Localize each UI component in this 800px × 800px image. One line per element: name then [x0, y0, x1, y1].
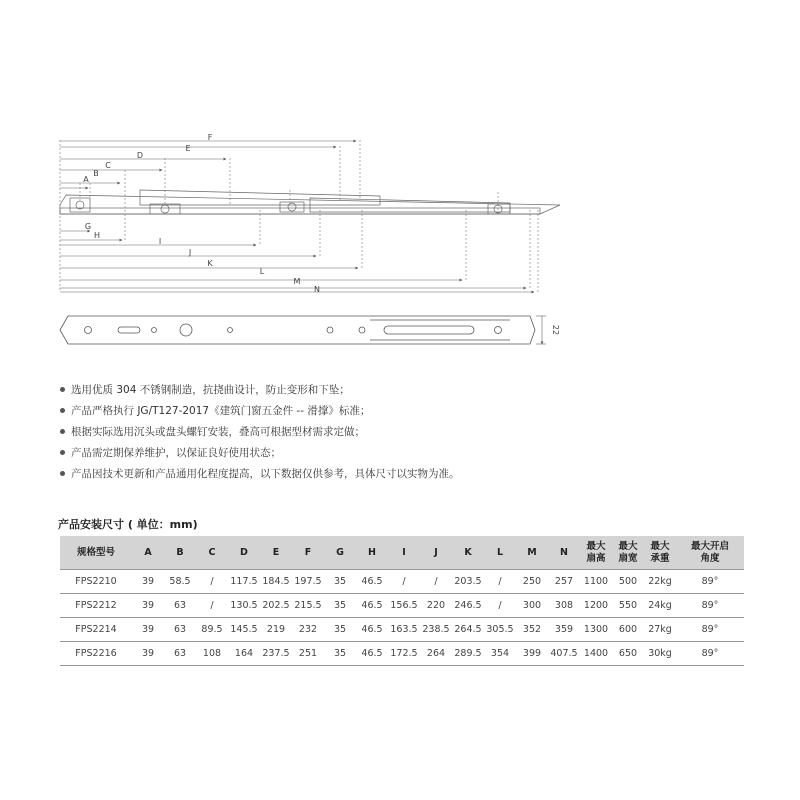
table-cell: 232 [292, 618, 324, 642]
table-header-cell: 规格型号 [60, 536, 132, 570]
table-row [60, 618, 744, 642]
table-cell: 650 [612, 642, 644, 666]
dim-label-k: K [207, 259, 213, 268]
dim-label-m: M [293, 277, 301, 286]
table-cell: 39 [132, 570, 164, 594]
table-cell: 39 [132, 618, 164, 642]
table-header-cell: J [420, 536, 452, 570]
table-cell: 89° [676, 594, 744, 618]
note-item [58, 443, 460, 464]
bullet-icon [60, 429, 65, 434]
table-cell: 130.5 [228, 594, 260, 618]
table-cell: / [196, 570, 228, 594]
table-header-cell: B [164, 536, 196, 570]
table-cell: 215.5 [292, 594, 324, 618]
table-header-cell: 最大扇高 [580, 536, 612, 570]
table-cell: FPS2212 [60, 594, 132, 618]
note-text: 产品因技术更新和产品通用化程度提高，以下数据仅供参考，具体尺寸以实物为准。 [71, 468, 460, 480]
table-cell: 63 [164, 594, 196, 618]
dim-label-b: B [93, 169, 99, 178]
table-cell: 163.5 [388, 618, 420, 642]
dim-label-d: D [136, 151, 144, 160]
table-header-cell: L [484, 536, 516, 570]
table-cell: 202.5 [260, 594, 292, 618]
note-text: 产品严格执行 JG/T127-2017《建筑门窗五金件 -- 滑撑》标准； [71, 405, 371, 417]
note-text: 产品需定期保养维护，以保证良好使用状态； [71, 447, 281, 459]
table-cell: 58.5 [164, 570, 196, 594]
table-cell: / [388, 570, 420, 594]
table-header-cell: H [356, 536, 388, 570]
feature-notes [58, 380, 460, 485]
bullet-icon [60, 450, 65, 455]
table-cell: 63 [164, 618, 196, 642]
table-cell: 184.5 [260, 570, 292, 594]
table-header-cell: 最大扇宽 [612, 536, 644, 570]
table-cell: 219 [260, 618, 292, 642]
note-item [58, 401, 460, 422]
table-cell: 257 [548, 570, 580, 594]
table-header-cell: G [324, 536, 356, 570]
dim-label-g: G [84, 222, 92, 231]
table-cell: 22kg [644, 570, 676, 594]
table-cell: 89° [676, 618, 744, 642]
table-cell: 399 [516, 642, 548, 666]
table-cell: 264.5 [452, 618, 484, 642]
table-cell: / [484, 570, 516, 594]
table-header-cell: C [196, 536, 228, 570]
table-row [60, 594, 744, 618]
table-cell: 251 [292, 642, 324, 666]
table-cell: 354 [484, 642, 516, 666]
table-header-cell: 最大承重 [644, 536, 676, 570]
table-header-cell: I [388, 536, 420, 570]
table-cell: 246.5 [452, 594, 484, 618]
table-cell: 289.5 [452, 642, 484, 666]
table-cell: 305.5 [484, 618, 516, 642]
table-cell: 220 [420, 594, 452, 618]
table-cell: 308 [548, 594, 580, 618]
table-cell: 156.5 [388, 594, 420, 618]
note-item [58, 422, 460, 443]
height-label: 22 [551, 324, 560, 336]
table-cell: 117.5 [228, 570, 260, 594]
table-row [60, 570, 744, 594]
table-cell: / [196, 594, 228, 618]
table-cell: 46.5 [356, 642, 388, 666]
table-cell: 24kg [644, 594, 676, 618]
table-cell: 1200 [580, 594, 612, 618]
note-item [58, 380, 460, 401]
table-cell: 238.5 [420, 618, 452, 642]
table-row [60, 642, 744, 666]
table-header-cell: E [260, 536, 292, 570]
bullet-icon [60, 471, 65, 476]
technical-drawing [0, 0, 800, 370]
table-header-cell: F [292, 536, 324, 570]
table-cell: 164 [228, 642, 260, 666]
table-cell: 145.5 [228, 618, 260, 642]
table-cell: / [420, 570, 452, 594]
table-cell: 237.5 [260, 642, 292, 666]
note-text: 根据实际选用沉头或盘头螺钉安装，叠高可根据型材需求定做； [71, 426, 365, 438]
note-item [58, 464, 460, 485]
table-cell: 197.5 [292, 570, 324, 594]
table-cell: 300 [516, 594, 548, 618]
table-cell: FPS2216 [60, 642, 132, 666]
table-header-cell: 最大开启角度 [676, 536, 744, 570]
table-cell: 35 [324, 618, 356, 642]
table-cell: 35 [324, 570, 356, 594]
table-title: 产品安装尺寸 ( 单位：mm) [58, 518, 198, 531]
table-cell: 264 [420, 642, 452, 666]
table-cell: 46.5 [356, 618, 388, 642]
dim-label-f: F [207, 133, 213, 142]
table-cell: 89° [676, 570, 744, 594]
table-header-cell: K [452, 536, 484, 570]
table-cell: 407.5 [548, 642, 580, 666]
table-cell: 1400 [580, 642, 612, 666]
table-cell: 500 [612, 570, 644, 594]
table-cell: 30kg [644, 642, 676, 666]
table-cell: 89° [676, 642, 744, 666]
table-cell: 203.5 [452, 570, 484, 594]
table-cell: 27kg [644, 618, 676, 642]
table-cell: 600 [612, 618, 644, 642]
table-cell: / [484, 594, 516, 618]
table-cell: 1300 [580, 618, 612, 642]
dim-label-n: N [314, 285, 320, 294]
note-text: 选用优质 304 不锈钢制造，抗挠曲设计，防止变形和下坠； [71, 384, 350, 396]
table-cell: 359 [548, 618, 580, 642]
table-cell: 46.5 [356, 570, 388, 594]
table-cell: 39 [132, 642, 164, 666]
table-cell: 250 [516, 570, 548, 594]
table-cell: 35 [324, 642, 356, 666]
table-cell: 108 [196, 642, 228, 666]
table-cell: 172.5 [388, 642, 420, 666]
spec-table [60, 536, 744, 666]
table-cell: 1100 [580, 570, 612, 594]
table-header-cell: N [548, 536, 580, 570]
dim-label-i: I [158, 237, 162, 246]
dim-label-h: H [93, 231, 101, 240]
table-cell: 550 [612, 594, 644, 618]
bullet-icon [60, 408, 65, 413]
table-cell: 46.5 [356, 594, 388, 618]
table-cell: FPS2214 [60, 618, 132, 642]
table-header-cell: M [516, 536, 548, 570]
table-cell: 39 [132, 594, 164, 618]
dim-label-j: J [188, 248, 192, 257]
table-header-cell: D [228, 536, 260, 570]
bullet-icon [60, 387, 65, 392]
dim-label-c: C [105, 161, 111, 170]
dim-label-a: A [83, 175, 89, 184]
table-cell: 352 [516, 618, 548, 642]
dim-label-e: E [185, 144, 191, 153]
table-cell: FPS2210 [60, 570, 132, 594]
table-cell: 35 [324, 594, 356, 618]
table-cell: 63 [164, 642, 196, 666]
table-header-row [60, 536, 744, 570]
table-cell: 89.5 [196, 618, 228, 642]
dim-label-l: L [259, 267, 265, 276]
table-header-cell: A [132, 536, 164, 570]
